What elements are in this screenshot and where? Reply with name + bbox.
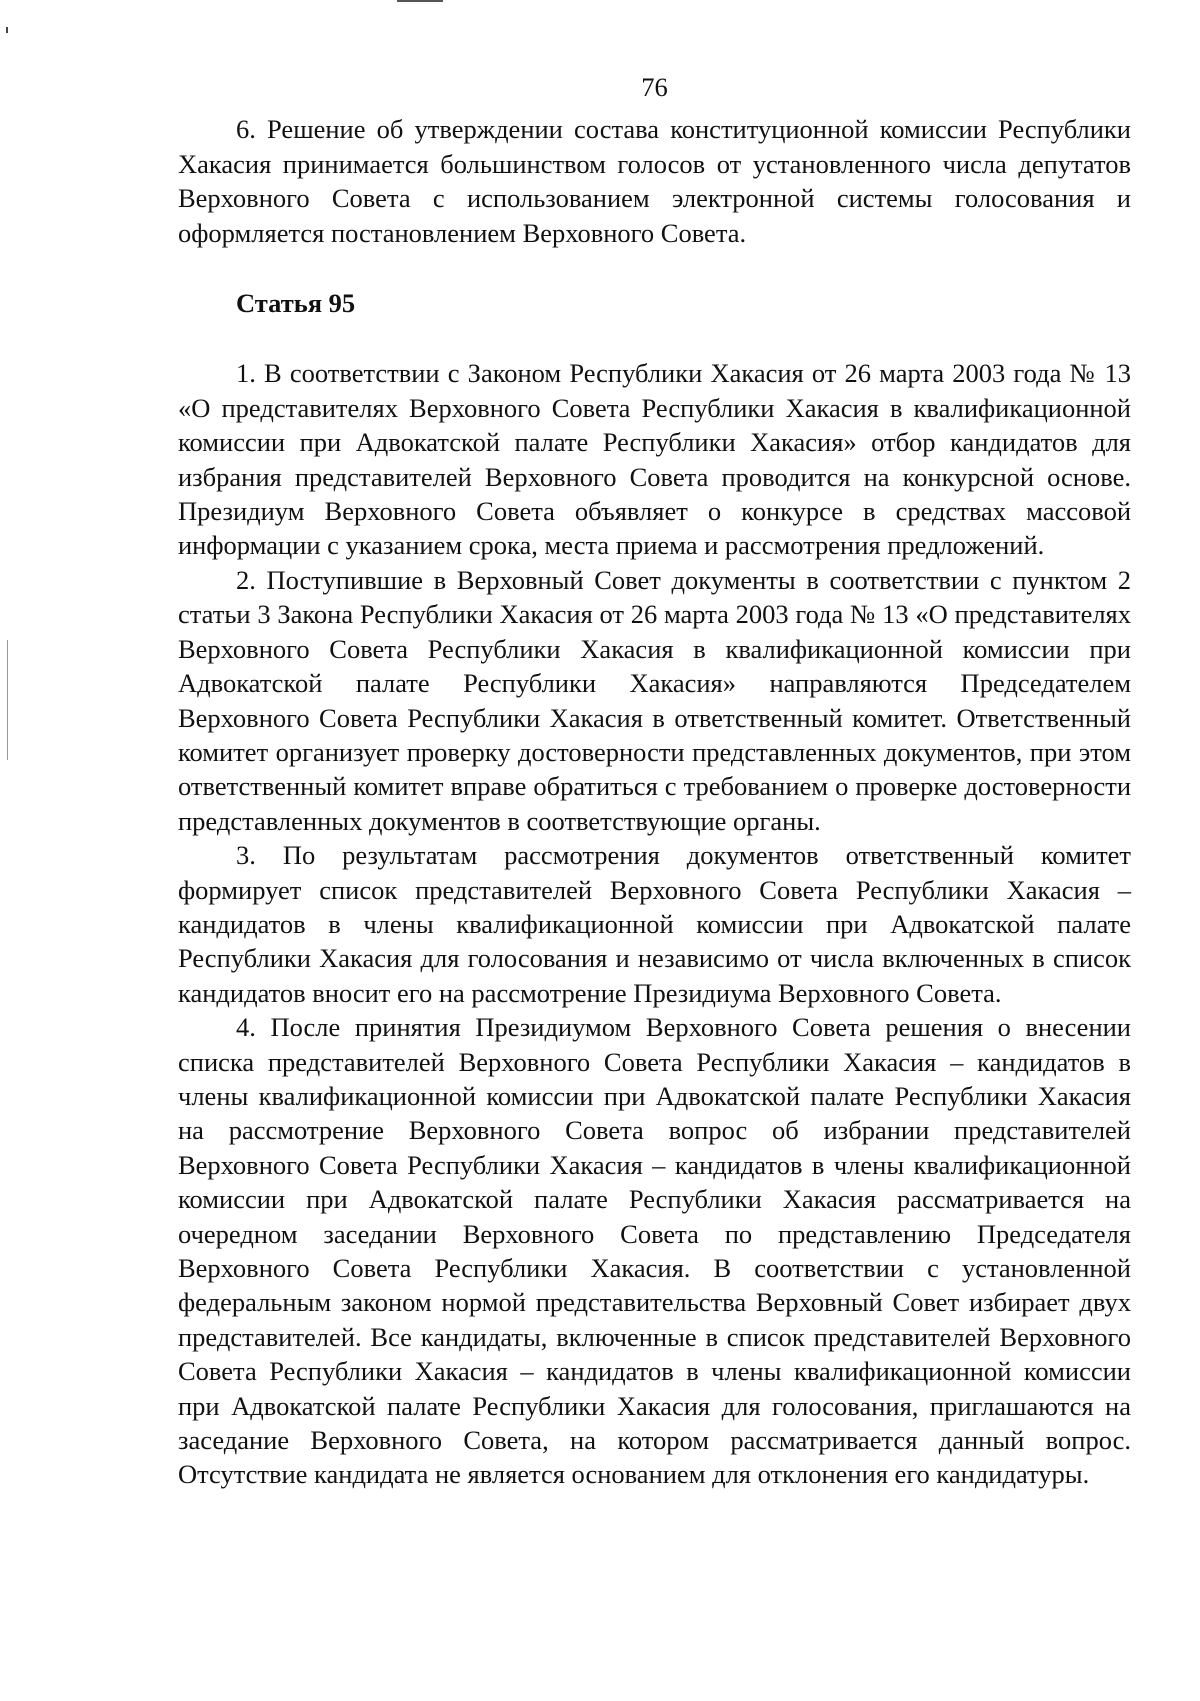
article-paragraph-4: 4. После принятия Президиумом Верховного Совета решения о внесении списка представителей Верховного Совета Республики Хакасия – кандидатов в члены квалификационной комиссии при Адвокатской палате Республики Хакасия на рассмотрение Верховного Совета вопрос об избрании представителей Верховного Совета Республики Хакасия – кандидатов в члены квалификационной комиссии при Адвокатской палате Республики Хакасия рассматривается на очередном заседании Верховного Совета по представлению Председателя Верховного Совета Республики Хакасия. В соответствии с установленной федеральным законом нормой представительства Верховный Совет избирает двух представителей. Все кандидаты, включенные в список представителей Верховного Совета Республики Хакасия – кандидатов в члены квалификационной комиссии при Адвокатской палате Республики Хакасия для голосования, приглашаются на заседание Верховного Совета, на котором рассматривается данный вопрос. Отсутствие кандидата не является основанием для отклонения его кандидатуры. — [178, 1012, 1131, 1490]
scan-edge-mark — [397, 0, 443, 2]
page-number: 76 — [641, 72, 668, 102]
article-paragraph-2: 2. Поступившие в Верховный Совет документы в соответствии с пунктом 2 статьи 3 Закона Республики Хакасия от 26 марта 2003 года № 13 «О представителях Верховного Совета Республики Хакасия в квалификационной комиссии при Адвокатской палате Республики Хакасия» направляются Председателем Верховного Совета Республики Хакасия в ответственный комитет. Ответственный комитет организует проверку достоверности представленных документов, при этом ответственный комитет вправе обратиться с требованием о проверке достоверности представленных документов в соответствующие органы. — [178, 564, 1131, 836]
article-paragraph-3: 3. По результатам рассмотрения документов ответственный комитет формирует список представителей Верховного Совета Республики Хакасия – кандидатов в члены квалификационной комиссии при Адвокатской палате Республики Хакасия для голосования и независимо от числа включенных в список кандидатов вносит его на рассмотрение Президиума Верховного Совета. — [178, 840, 1131, 1008]
document-page — [178, 70, 1131, 1492]
article-paragraph-1: 1. В соответствии с Законом Республики Хакасия от 26 марта 2003 года № 13 «О представителях Верховного Совета Республики Хакасия в квалификационной комиссии при Адвокатской палате Республики Хакасия» отбор кандидатов для избрания представителей Верховного Совета проводится на конкурсной основе. Президиум Верховного Совета объявляет о конкурсе в средствах массовой информации с указанием срока, места приема и рассмотрения предложений. — [178, 358, 1131, 561]
scan-dot-mark — [6, 27, 8, 33]
scan-margin-mark — [7, 640, 8, 760]
article-title: Статья 95 — [236, 288, 356, 319]
paragraph-6: 6. Решение об утверждении состава конституционной комиссии Республики Хакасия принимается большинством голосов от установленного числа депутатов Верховного Совета с использованием электронной системы голосования и оформляется постановлением Верховного Совета. — [178, 114, 1131, 248]
